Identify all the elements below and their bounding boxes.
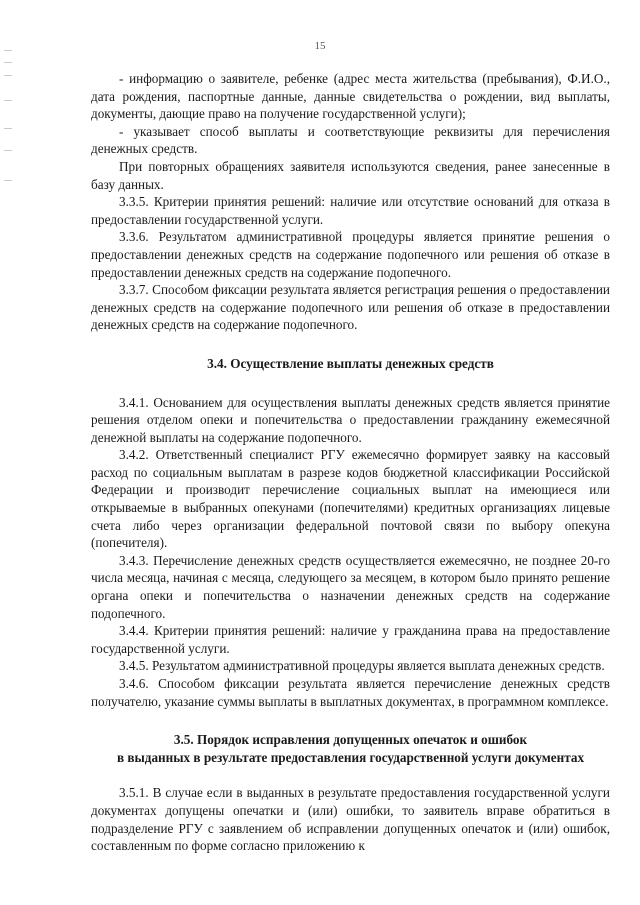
paragraph: 3.4.3. Перечисление денежных средств осуществляется ежемесячно, не позднее 20-го числа месяца, начиная с месяца, следующего за месяцем, в котором было принято решение органа опеки и попечительства о назначении денежных средств на содержание подопечного.	[91, 552, 610, 621]
paragraph: - информацию о заявителе, ребенке (адрес места жительства (пребывания), Ф.И.О., дата рождения, паспортные данные, данные свидетельства о рождении, вид выплаты, документы, дающие право на получение государственной услуги);	[91, 71, 610, 122]
paragraph: 3.5.1. В случае если в выданных в результате предоставления государственной услуги документах допущены опечатки и (или) ошибки, то заявитель вправе обратиться в подразделение РГУ с заявлением об исправлении допущенных опечаток и (или) ошибок, составленным по форме согласно приложению к	[91, 785, 610, 854]
paragraph: 3.4.1. Основанием для осуществления выплаты денежных средств является принятие решения отделом опеки и попечительства о предоставлении гражданину ежемесячной денежной выплаты на содержание подопечного.	[91, 394, 610, 445]
page-number: 15	[314, 40, 326, 52]
section-heading-3-5	[91, 731, 610, 766]
paragraph: 3.3.6. Результатом административной процедуры является принятие решения о предоставлении денежных средств на содержание подопечного или решения об отказе в предоставлении денежных средств на содержание подопечного.	[91, 229, 610, 280]
paragraph: 3.4.2. Ответственный специалист РГУ ежемесячно формирует заявку на кассовый расход по социальным выплатам в разрезе кодов бюджетной классификации Российской Федерации и производит перечисление социальных выплат на имеющиеся или открываемые в выбранных опекунами (попечителями) кредитных организациях лицевые счета либо через организации федеральной почтовой связи по выбору опекуна (попечителя).	[91, 447, 610, 551]
paragraph: При повторных обращениях заявителя используются сведения, ранее занесенные в базу данных.	[91, 158, 610, 192]
section-heading-line-2: в выданных в результате предоставления государственной услуги документах	[116, 749, 585, 765]
paragraph: - указывает способ выплаты и соответствующие реквизиты для перечисления денежных средств.	[91, 123, 610, 157]
section-heading-line-1: 3.5. Порядок исправления допущенных опечаток и ошибок	[173, 732, 528, 748]
scan-edge-marks	[4, 40, 14, 200]
document-body	[91, 70, 610, 855]
section-heading-3-4: 3.4. Осуществление выплаты денежных средств	[207, 355, 494, 371]
paragraph: 3.4.4. Критерии принятия решений: наличие у гражданина права на предоставление государственной услуги.	[91, 623, 610, 656]
paragraph: 3.4.5. Результатом административной процедуры является выплата денежных средств.	[119, 658, 605, 674]
paragraph: 3.3.5. Критерии принятия решений: наличие или отсутствие оснований для отказа в предоставлении государственной услуги.	[91, 194, 610, 227]
paragraph: 3.3.7. Способом фиксации результата является регистрация решения о предоставлении денежных средств на содержание подопечного или решения об отказе в предоставлении денежных средств на содержание подопечного.	[91, 282, 610, 333]
paragraph: 3.4.6. Способом фиксации результата является перечисление денежных средств получателю, указание суммы выплаты в выплатных документах, в программном комплексе.	[91, 676, 610, 709]
